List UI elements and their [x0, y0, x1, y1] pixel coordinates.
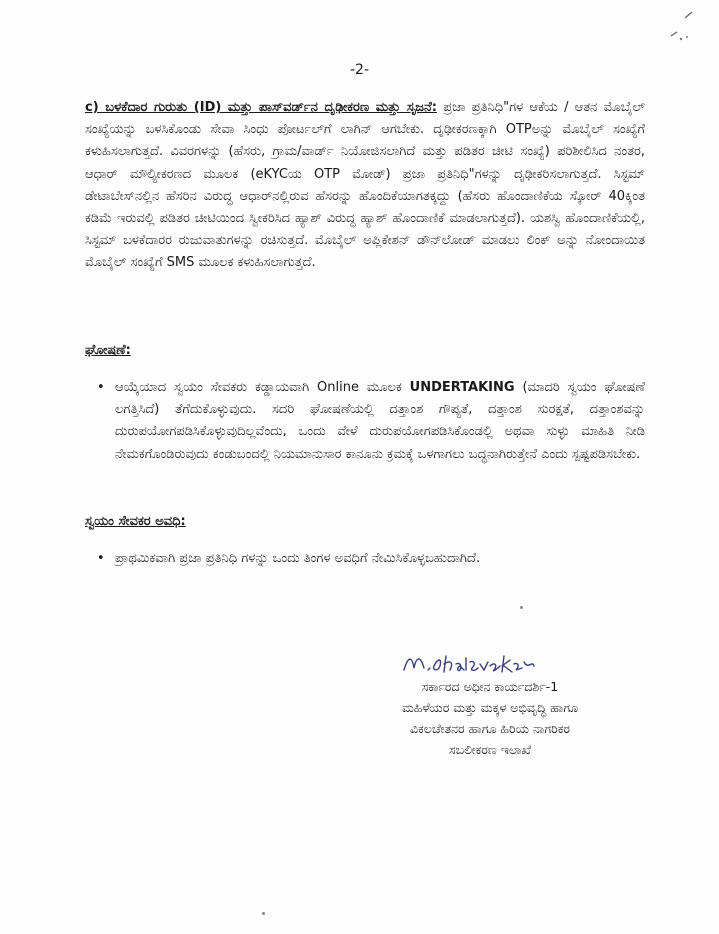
signatory-department-line3: ಸಬಲೀಕರಣ ಇಲಾಖೆ — [449, 742, 531, 757]
term-list — [85, 548, 645, 570]
stray-mark — [262, 912, 265, 915]
term-heading: ಸ್ವಯಂ ಸೇವಕರ ಅವಧಿ: — [85, 514, 186, 529]
declaration-heading: ಘೋಷಣೆ: — [85, 343, 131, 358]
bullet-icon: • — [97, 551, 105, 566]
declaration-list — [85, 377, 645, 466]
page-number: -2- — [349, 62, 369, 78]
signatory-department-line1: ಮಹಿಳೆಯರ ಮತ್ತು ಮಕ್ಕಳ ಅಭಿವೃದ್ಧಿ ಹಾಗೂ — [401, 700, 579, 715]
section-c-body: ಪ್ರಜಾ ಪ್ರತಿನಿಧಿ"ಗಳ ಆಕೆಯ / ಆತನ ಮೊಬೈಲ್ ಸಂಖ್ಯೆಯನ್ನು ಬಳಸಿಕೊಂಡು ಸೇವಾ ಸಿಂಧು ಪೋರ್ಟಲ್‌ಗೆ ಲಾಗಿನ್ ಆಗಬೇಕು. ದೃಢೀಕರಣಕ್ಕಾಗಿ OTPಅನ್ನು ಮೊಬೈಲ್ ಸಂಖ್ಯೆಗೆ ಕಳುಹಿಸಲಾಗುತ್ತದೆ. ವಿವರಗಳನ್ನು (ಹೆಸರು, ಗ್ರಾಮ/ವಾರ್ಡ್ ನಿಯೋಜಿಸಲಾಗಿದೆ ಮತ್ತು ಪಡಿತರ ಚೀಟಿ ಸಂಖ್ಯೆ) ಪರಿಶೀಲಿಸಿದ ನಂತರ, ಆಧಾರ್ ಮೌಲ್ಯೀಕರಣದ ಮೂಲಕ (eKYCಯ OTP ಮೋಡ್) ಪ್ರಜಾ ಪ್ರತಿನಿಧಿ"ಗಳನ್ನು ದೃಢೀಕರಿಸಲಾಗುತ್ತದೆ. ಸಿಸ್ಟಮ್ ಡೇಟಾಬೇಸ್‌ನಲ್ಲಿನ ಹೆಸರಿನ ವಿರುದ್ಧ ಆಧಾರ್‌ನಲ್ಲಿರುವ ಹೆಸರನ್ನು ಹೊಂದಿಕೆಯಾಗತಕ್ಕದ್ದು (ಹೆಸರು ಹೊಂದಾಣಿಕೆಯ ಸ್ಕೋರ್ 40ಕ್ಕಿಂತ ಕಡಿಮೆ ಇರುವಲ್ಲಿ ಪಡಿತರ ಚೀಟಿಯಿಂದ ಸ್ವೀಕರಿಸಿದ ಹ್ಯಾಶ್ ವಿರುದ್ಧ ಹ್ಯಾಶ್ ಹೊಂದಾಣಿಕೆ ಮಾಡಲಾಗುತ್ತದೆ). ಯಶಸ್ವಿ ಹೊಂದಾಣಿಕೆಯಲ್ಲಿ, ಸಿಸ್ಟಮ್ ಬಳಕೆದಾರರ ರುಜುವಾತುಗಳನ್ನು ರಚಿಸುತ್ತದೆ. ಮೊಬೈಲ್ ಅಪ್ಲಿಕೇಶನ್ ಡೌನ್‌ಲೋಡ್ ಮಾಡಲು ಲಿಂಕ್ ಅನ್ನು ನೋಂದಾಯಿತ ಮೊಬೈಲ್ ಸಂಖ್ಯೆಗೆ SMS ಮೂಲಕ ಕಳುಹಿಸಲಾಗುತ್ತದೆ. — [85, 100, 645, 271]
declaration-text-start: ಆಯ್ಕೆಯಾದ ಸ್ವಯಂ ಸೇವಕರು ಕಡ್ಡಾಯವಾಗಿ Online ಮೂಲಕ — [115, 380, 410, 395]
undertaking-keyword: UNDERTAKING — [409, 380, 515, 395]
signatory-department-line2: ವಿಕಲಚೇತನರ ಹಾಗೂ ಹಿರಿಯ ನಾಗರಿಕರ — [410, 721, 570, 736]
corner-scribble-marks — [659, 8, 699, 44]
section-c — [85, 97, 645, 275]
handwritten-signature — [400, 648, 550, 678]
list-item — [85, 377, 645, 466]
section-c-heading: c) ಬಳಕೆದಾರ ಗುರುತು (ID) ಮತ್ತು ಪಾಸ್‌ವರ್ಡ್‌ನ ದೃಢೀಕರಣ ಮತ್ತು ಸೃಜನೆ: — [85, 100, 437, 115]
stray-mark — [520, 606, 523, 609]
bullet-icon: • — [97, 380, 105, 395]
signatory-designation: ಸರ್ಕಾರದ ಅಧೀನ ಕಾರ್ಯದರ್ಶಿ-1 — [421, 679, 559, 694]
list-item — [85, 548, 645, 570]
term-text: ಪ್ರಾಥಮಿಕವಾಗಿ ಪ್ರಜಾ ಪ್ರತಿನಿಧಿ ಗಳನ್ನು ಒಂದು ತಿಂಗಳ ಅವಧಿಗೆ ನೇಮಿಸಿಕೊಳ್ಳಬಹುದಾಗಿದೆ. — [115, 551, 481, 566]
signatory-block — [360, 676, 620, 760]
declaration-text-end: (ಮಾದರಿ ಸ್ವಯಂ ಘೋಷಣೆ ಲಗತ್ತಿಸಿದೆ) ತೆಗೆದುಕೊಳ್ಳುವುದು. ಸದರಿ ಘೋಷಣೆಯಲ್ಲಿ ದತ್ತಾಂಶ ಗೌಪ್ಯತೆ, ದತ್ತಾಂಶ ಸುರಕ್ಷತೆ, ದತ್ತಾಂಶವನ್ನು ದುರುಪಯೋಗಪಡಿಸಿಕೊಳ್ಳುವುದಿಲ್ಲವೆಂದು, ಒಂದು ವೇಳೆ ದುರುಪಯೋಗಪಡಿಸಿಕೊಂಡಲ್ಲಿ ಅಥವಾ ಸುಳ್ಳು ಮಾಹಿತಿ ನೀಡಿ ನೇಮಕಗೊಂಡಿರುವುದು ಕಂಡುಬಂದಲ್ಲಿ ನಿಯಮಾನುಸಾರ ಕಾನೂನು ಕ್ರಮಕ್ಕೆ ಒಳಗಾಗಲು ಬದ್ಧನಾಗಿರುತ್ತೇನೆ ಎಂದು ಸ್ಪಷ್ಟಪಡಿಸಬೇಕು. — [115, 380, 645, 462]
